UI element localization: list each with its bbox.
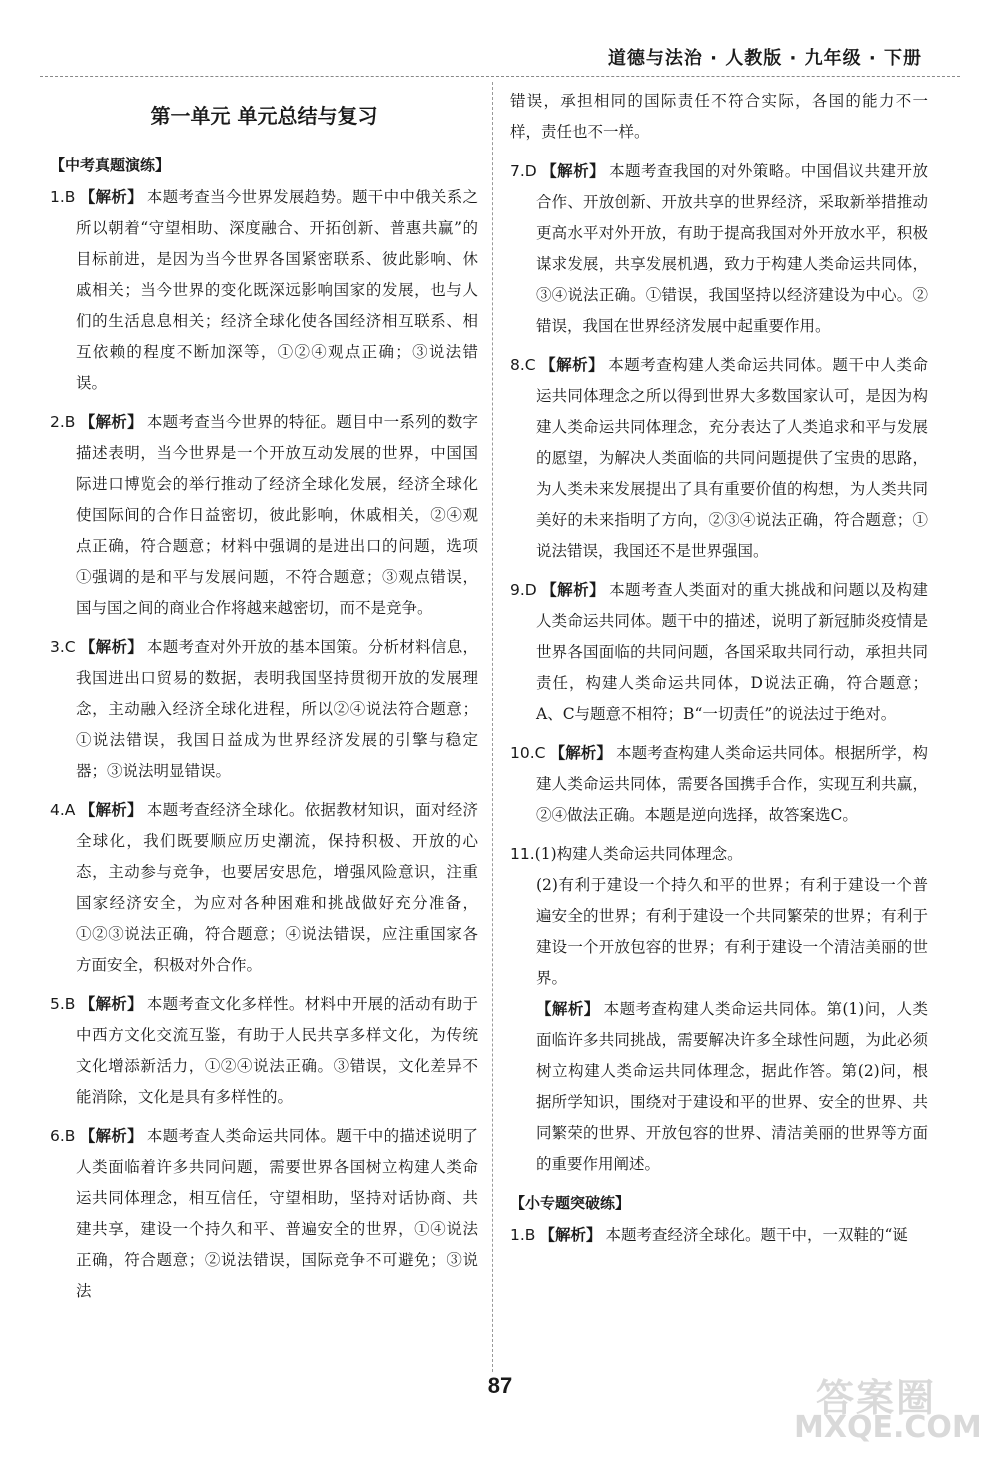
answer-number: 8.C	[510, 356, 536, 374]
analysis-tag: 【解析】	[540, 162, 606, 180]
answer-text: 本题考查当今世界的特征。题目中一系列的数字描述表明，当今世界是一个开放互动发展的世界，中国国际进口博览会的举行推动了经济全球化发展，经济全球化使国际间的合作日益密切，彼此影响，休戚相关，②④观点正确，符合题意；材料中强调的是进出口的问题，选项①强调的是和平与发展问题，不符合题意；③观点错误，国与国之间的商业合作将越来越密切，而不是竞争。	[76, 413, 478, 617]
header-rule	[40, 76, 960, 77]
answer-number: 11.	[510, 845, 535, 863]
analysis-tag: 【解析】	[79, 638, 143, 656]
answer-item	[510, 350, 928, 567]
answer-number: 1.B	[50, 188, 76, 206]
answer-text: 本题考查当今世界发展趋势。题干中中俄关系之所以朝着“守望相助、深度融合、开拓创新、普惠共赢”的目标前进，是因为当今世界各国紧密联系、彼此影响、休戚相关；当今世界的变化既深远影响国家的发展，也与人们的生活息息相关；经济全球化使各国经济相互联系、相互依赖的程度不断加深等，①②④观点正确；③说法错误。	[76, 188, 478, 392]
answer-item	[50, 1121, 478, 1307]
analysis-tag: 【解析】	[79, 1127, 143, 1145]
answer-text: 本题考查构建人类命运共同体。根据所学，构建人类命运共同体，需要各国携手合作，实现互利共赢，②④做法正确。本题是逆向选择，故答案选C。	[536, 744, 928, 824]
answer-number: 5.B	[50, 995, 76, 1013]
answer-item	[510, 738, 928, 831]
answer-number: 6.B	[50, 1127, 76, 1145]
answer-item	[50, 182, 478, 399]
answer-item	[50, 795, 478, 981]
answer-text: 本题考查经济全球化。题干中，一双鞋的“诞	[605, 1226, 908, 1244]
answer-number: 9.D	[510, 581, 537, 599]
answer-text: 本题考查人类面对的重大挑战和问题以及构建人类命运共同体。题干中的描述，说明了新冠肺炎疫情是世界各国面临的共同问题，各国采取共同行动，承担共同责任，构建人类命运共同体，D说法正确，符合题意；A、C与题意不相符；B“一切责任”的说法过于绝对。	[536, 581, 928, 723]
analysis-tag: 【解析】	[540, 581, 606, 599]
running-header: 道德与法治 · 人教版 · 九年级 · 下册	[607, 48, 922, 69]
analysis-tag: 【解析】	[539, 1226, 602, 1244]
answer-number: 1.B	[510, 1226, 536, 1244]
answer-text: 本题考查文化多样性。材料中开展的活动有助于中西方文化交流互鉴，有助于人民共享多样文化，为传统文化增添新活力，①②④说法正确。③错误，文化差异不能消除，文化是具有多样性的。	[76, 995, 478, 1106]
answer-item	[510, 156, 928, 342]
answer-number: 2.B	[50, 413, 76, 431]
analysis-tag: 【解析】	[549, 744, 613, 762]
section-label-topic: 【小专题突破练】	[510, 1194, 631, 1212]
answer-text: 本题考查我国的对外策略。中国倡议共建开放合作、开放创新、开放共享的世界经济，采取新举措推动更高水平对外开放，有助于提高我国对外开放水平，积极谋求发展，共享发展机遇，致力于构建人类命运共同体，③④说法正确。①错误，我国坚持以经济建设为中心。②错误，我国在世界经济发展中起重要作用。	[536, 162, 928, 335]
right-column	[510, 86, 928, 1259]
analysis-tag: 【解析】	[539, 356, 605, 374]
answer-number: 4.A	[50, 801, 76, 819]
analysis-tag: 【解析】	[79, 188, 143, 206]
watermark-cn: 答案圈	[816, 1376, 937, 1420]
left-column	[50, 96, 478, 1315]
section-label-exam: 【中考真题演练】	[50, 156, 171, 174]
analysis-tag: 【解析】	[536, 1000, 600, 1018]
answer-item-11	[510, 839, 928, 1180]
answer-item	[50, 632, 478, 787]
answer-item	[50, 989, 478, 1113]
answer-part-2: (2)有利于建设一个持久和平的世界；有利于建设一个普遍安全的世界；有利于建设一个共同繁荣的世界；有利于建设一个开放包容的世界；有利于建设一个清洁美丽的世界。	[536, 876, 928, 987]
answer-item	[510, 575, 928, 730]
answer-item	[50, 407, 478, 624]
column-divider	[492, 82, 493, 1372]
answer-number: 3.C	[50, 638, 76, 656]
answer-text: 错误，承担相同的国际责任不符合实际，各国的能力不一样，责任也不一样。	[510, 92, 928, 141]
answer-part-1: (1)构建人类命运共同体理念。	[534, 845, 743, 863]
answer-text: 本题考查构建人类命运共同体。题干中人类命运共同体理念之所以得到世界大多数国家认可，是因为构建人类命运共同体理念，充分表达了人类追求和平与发展的愿望，为解决人类面临的共同问题提供了宝贵的思路，为人类未来发展提出了具有重要价值的构想，为人类共同美好的未来指明了方向，②③④说法正确，符合题意；①说法错误，我国还不是世界强国。	[536, 356, 928, 560]
answer-text: 本题考查经济全球化。依据教材知识，面对经济全球化，我们既要顺应历史潮流，保持积极、开放的心态，主动参与竞争，也要居安思危，增强风险意识，注重国家经济安全，为应对各种困难和挑战做好充分准备，①②③说法正确，符合题意；④说法错误，应注重国家各方面安全，积极对外合作。	[76, 801, 478, 974]
analysis-tag: 【解析】	[79, 995, 143, 1013]
watermark-logo	[746, 1367, 982, 1449]
answer-number: 10.C	[510, 744, 546, 762]
answer-part-3: 本题考查构建人类命运共同体。第(1)问，人类面临许多共同挑战，需要解决许多全球性问题，为此必须树立构建人类命运共同体理念，据此作答。第(2)问，根据所学知识，围绕对于建设和平的世界、安全的世界、共同繁荣的世界、开放包容的世界、清洁美丽的世界等方面的重要作用阐述。	[536, 1000, 928, 1173]
analysis-tag: 【解析】	[79, 413, 143, 431]
watermark-url: MXQE.COM	[794, 1410, 982, 1445]
answer-text: 本题考查人类命运共同体。题干中的描述说明了人类面临着许多共同问题，需要世界各国树立构建人类命运共同体理念，相互信任，守望相助，坚持对话协商、共建共享，建设一个持久和平、普遍安全的世界，①④说法正确，符合题意；②说法错误，国际竞争不可避免；③说法	[76, 1127, 478, 1300]
unit-title: 第一单元 单元总结与复习	[150, 104, 378, 128]
page-number: 87	[487, 1373, 513, 1398]
answer-number: 7.D	[510, 162, 537, 180]
answer-item	[510, 1220, 928, 1251]
continued-text	[510, 86, 928, 148]
analysis-tag: 【解析】	[79, 801, 143, 819]
answer-text: 本题考查对外开放的基本国策。分析材料信息，我国进出口贸易的数据，表明我国坚持贯彻开放的发展理念，主动融入经济全球化进程，所以②④说法符合题意；①说法错误，我国日益成为世界经济发展的引擎与稳定器；③说法明显错误。	[76, 638, 478, 780]
